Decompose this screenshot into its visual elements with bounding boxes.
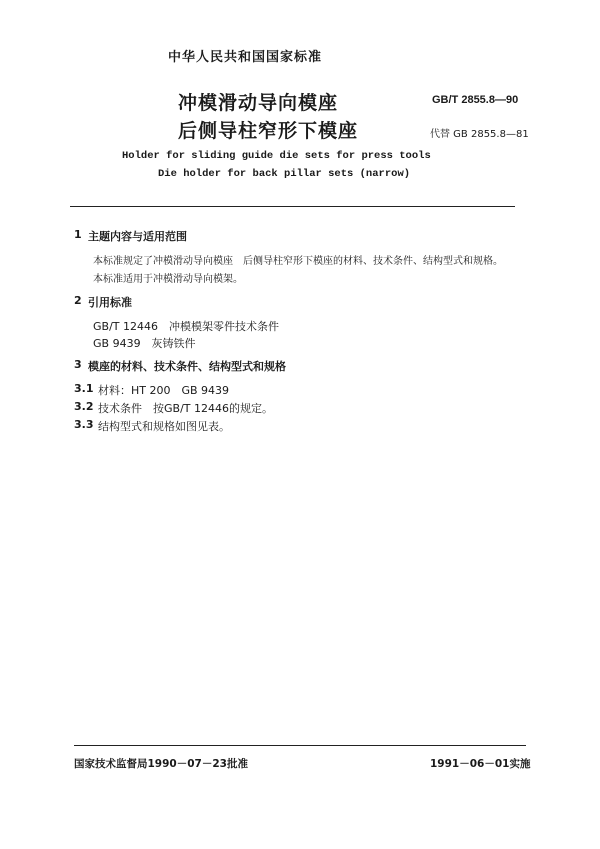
standard-number: GB/T 2855.8—90	[432, 94, 519, 106]
section-3-title: 模座的材料、技术条件、结构型式和规格	[88, 360, 286, 373]
section-2-title: 引用标准	[88, 296, 132, 309]
section-1-paragraph-1: 本标准规定了冲模滑动导向模座 后侧导柱窄形下模座的材料、技术条件、结构型式和规格。	[93, 256, 503, 267]
section-1-paragraph-2: 本标准适用于冲模滑动导向模架。	[93, 274, 243, 285]
clause-3-1-text: 材料：HT 200 GB 9439	[98, 384, 230, 397]
clause-3-2-number: 3.2	[74, 400, 94, 413]
clause-3-3-text: 结构型式和规格如图见表。	[98, 420, 230, 433]
replaces-standard: 代替 GB 2855.8—81	[430, 129, 529, 140]
header-divider	[70, 206, 515, 207]
document-title-line1: 冲模滑动导向模座	[178, 92, 339, 114]
approval-date: 国家技术监督局1990－07－23批准	[74, 758, 248, 770]
section-1-title: 主题内容与适用范围	[88, 230, 187, 243]
country-standard-label: 中华人民共和国国家标准	[168, 50, 323, 65]
reference-standard-item: GB/T 12446 冲模模架零件技术条件	[93, 320, 279, 333]
clause-3-3-number: 3.3	[74, 418, 94, 431]
clause-3-2-text: 技术条件 按GB/T 12446的规定。	[98, 402, 273, 415]
clause-3-1-number: 3.1	[74, 382, 94, 395]
implementation-date: 1991－06－01实施	[430, 758, 531, 770]
reference-standard-item: GB 9439 灰铸铁件	[93, 337, 196, 350]
document-title-line2: 后侧导柱窄形下模座	[178, 120, 359, 142]
english-title-line2: Die holder for back pillar sets (narrow)	[158, 168, 411, 180]
english-title-line1: Holder for sliding guide die sets for press tools	[122, 150, 431, 162]
section-1-number: 1	[74, 228, 82, 241]
footer-divider	[74, 745, 526, 746]
section-3-number: 3	[74, 358, 82, 371]
section-2-number: 2	[74, 294, 82, 307]
